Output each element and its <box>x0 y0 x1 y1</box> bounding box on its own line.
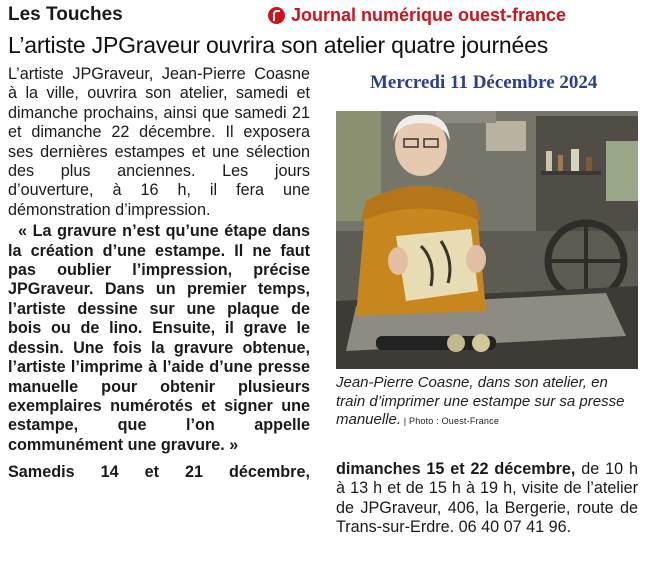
article-schedule-saturdays: Samedis 14 et 21 décembre, <box>8 463 310 482</box>
article-schedule-details: de 10 h à 13 h et de 15 h à 19 h, visite de l’atelier de JPGraveur, 406, la Bergerie, route de Trans-sur-Erdre. 06 40 07 41 96. <box>336 460 639 537</box>
source-label <box>268 5 566 26</box>
photo-credit: | Photo : Ouest-France <box>401 416 500 427</box>
ouest-france-logo-icon <box>268 7 285 24</box>
photo-caption-text: Jean-Pierre Coasne, dans son atelier, en train d’imprimer une estampe sur sa presse manuelle. <box>336 374 625 429</box>
article-quote: « La gravure n’est qu’une étape dans la création d’une estampe. Il ne faut pas oublier l’impression, précise JPGraveur. Dans un premier temps, l’artiste dessine sur une plaque de bois ou de lino. Ensuite, il grave le dessin. Une fois la gravure obtenue, l’artiste l’imprime à l’aide d’une presse manuelle pour obtenir plusieurs exemplaires numérotés et signer une estampe, que l’on appelle communément une gravure. » <box>8 222 310 454</box>
article-intro: L’artiste JPGraveur, Jean-Pierre Coasne à la ville, ouvrira son atelier, samedi et dimanche prochains, ainsi que samedi 21 et dimanche 22 décembre. Il exposera ses dernières estampes et une sélection des plus anciennes. Les jours d’ouverture, à 16 h, il fera une démonstration d’impression. <box>8 65 310 219</box>
section-kicker: Les Touches <box>8 4 123 25</box>
article-photo <box>336 111 638 369</box>
article-column-left <box>8 65 310 483</box>
source-text: Journal numérique ouest-france <box>291 5 567 25</box>
photo-caption <box>336 374 638 431</box>
article-schedule-sundays: dimanches 15 et 22 décembre, <box>336 460 576 478</box>
article-headline: L’artiste JPGraveur ouvrira son atelier quatre journées <box>8 32 549 58</box>
workshop-photo-illustration <box>336 111 638 369</box>
article-column-right <box>336 460 638 538</box>
publication-date: Mercredi 11 Décembre 2024 <box>370 72 598 93</box>
